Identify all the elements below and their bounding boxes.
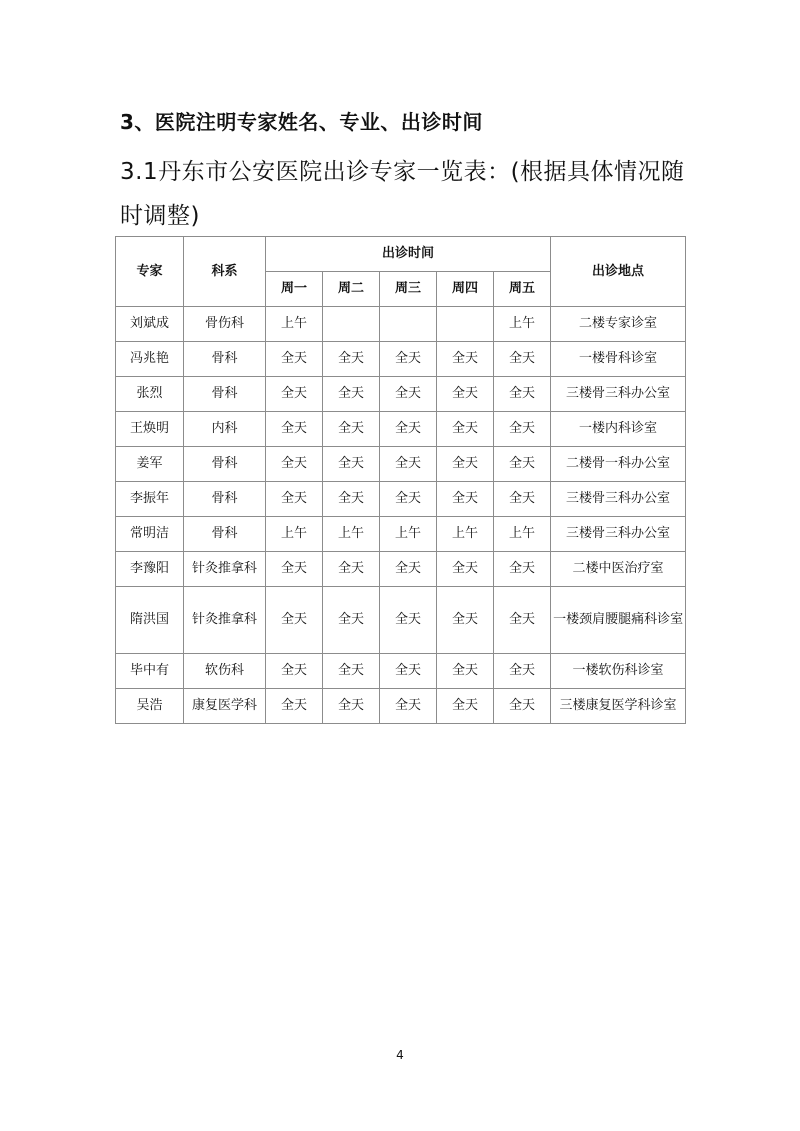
schedule-cell: 全天 [494,654,551,689]
schedule-cell [323,307,380,342]
schedule-cell: 全天 [437,447,494,482]
expert-department: 针灸推拿科 [184,552,266,587]
clinic-location: 三楼康复医学科诊室 [551,689,686,724]
schedule-cell: 全天 [494,689,551,724]
header-day-wed: 周三 [380,272,437,307]
schedule-cell: 上午 [266,307,323,342]
header-department: 科系 [184,237,266,307]
schedule-cell: 全天 [380,447,437,482]
table-row [116,412,686,447]
table-row [116,342,686,377]
expert-name: 吴浩 [116,689,184,724]
table-row [116,447,686,482]
schedule-cell: 上午 [380,517,437,552]
clinic-location: 三楼骨三科办公室 [551,482,686,517]
schedule-cell: 上午 [266,517,323,552]
table-row [116,689,686,724]
header-day-tue: 周二 [323,272,380,307]
schedule-cell: 全天 [437,482,494,517]
expert-name: 刘斌成 [116,307,184,342]
expert-department: 骨科 [184,447,266,482]
schedule-cell: 全天 [437,412,494,447]
schedule-cell: 全天 [266,689,323,724]
expert-department: 骨科 [184,517,266,552]
header-expert: 专家 [116,237,184,307]
expert-name: 张烈 [116,377,184,412]
clinic-location: 三楼骨三科办公室 [551,377,686,412]
schedule-cell [437,307,494,342]
header-schedule: 出诊时间 [266,237,551,272]
schedule-cell [380,307,437,342]
header-location: 出诊地点 [551,237,686,307]
schedule-cell: 全天 [323,654,380,689]
schedule-cell: 全天 [323,377,380,412]
expert-name: 隋洪国 [116,587,184,654]
expert-department: 内科 [184,412,266,447]
section-heading: 3、医院注明专家姓名、专业、出诊时间 [120,110,483,134]
schedule-cell: 全天 [380,587,437,654]
table-row [116,482,686,517]
schedule-cell: 全天 [380,654,437,689]
table-row [116,552,686,587]
clinic-location: 三楼骨三科办公室 [551,517,686,552]
expert-department: 骨科 [184,377,266,412]
schedule-cell: 全天 [494,482,551,517]
clinic-location: 一楼骨科诊室 [551,342,686,377]
schedule-cell: 全天 [494,342,551,377]
schedule-cell: 全天 [494,412,551,447]
schedule-cell: 全天 [266,587,323,654]
clinic-location: 一楼颈肩腰腿痛科诊室 [551,587,686,654]
schedule-cell: 全天 [437,654,494,689]
schedule-cell: 全天 [323,482,380,517]
header-day-thu: 周四 [437,272,494,307]
schedule-cell: 全天 [266,552,323,587]
header-day-mon: 周一 [266,272,323,307]
schedule-cell: 全天 [380,342,437,377]
schedule-cell: 全天 [380,412,437,447]
table-row [116,377,686,412]
schedule-cell: 上午 [437,517,494,552]
schedule-cell: 全天 [266,412,323,447]
schedule-cell: 上午 [494,307,551,342]
schedule-cell: 全天 [494,447,551,482]
schedule-cell: 全天 [437,587,494,654]
clinic-location: 二楼中医治疗室 [551,552,686,587]
expert-name: 李振年 [116,482,184,517]
header-day-fri: 周五 [494,272,551,307]
schedule-cell: 全天 [323,689,380,724]
schedule-cell: 全天 [494,377,551,412]
expert-name: 常明洁 [116,517,184,552]
table-row [116,307,686,342]
schedule-cell: 全天 [323,587,380,654]
schedule-cell: 全天 [323,447,380,482]
clinic-location: 一楼软伤科诊室 [551,654,686,689]
page-number: 4 [396,1048,404,1062]
expert-name: 李豫阳 [116,552,184,587]
expert-name: 冯兆艳 [116,342,184,377]
table-row [116,517,686,552]
expert-department: 骨科 [184,342,266,377]
expert-name: 姜军 [116,447,184,482]
schedule-cell: 全天 [266,447,323,482]
schedule-cell: 全天 [266,377,323,412]
schedule-cell: 全天 [380,552,437,587]
clinic-location: 一楼内科诊室 [551,412,686,447]
schedule-cell: 全天 [323,552,380,587]
schedule-cell: 上午 [323,517,380,552]
schedule-cell: 全天 [494,552,551,587]
schedule-cell: 全天 [323,342,380,377]
expert-department: 软伤科 [184,654,266,689]
expert-name: 毕中有 [116,654,184,689]
schedule-cell: 全天 [437,342,494,377]
expert-name: 王焕明 [116,412,184,447]
table-row [116,654,686,689]
clinic-location: 二楼骨一科办公室 [551,447,686,482]
expert-department: 康复医学科 [184,689,266,724]
schedule-cell: 全天 [494,587,551,654]
expert-department: 针灸推拿科 [184,587,266,654]
clinic-location: 二楼专家诊室 [551,307,686,342]
schedule-cell: 全天 [266,482,323,517]
table-row [116,587,686,654]
schedule-cell: 全天 [380,689,437,724]
schedule-cell: 全天 [380,377,437,412]
table-caption: 3.1丹东市公安医院出诊专家一览表：(根据具体情况随时调整) [120,159,685,229]
expert-department: 骨科 [184,482,266,517]
schedule-cell: 全天 [323,412,380,447]
schedule-cell: 全天 [380,482,437,517]
schedule-cell: 全天 [437,377,494,412]
schedule-cell: 全天 [266,342,323,377]
schedule-cell: 全天 [437,689,494,724]
schedule-cell: 上午 [494,517,551,552]
expert-department: 骨伤科 [184,307,266,342]
schedule-cell: 全天 [266,654,323,689]
expert-schedule-table [115,236,686,724]
schedule-cell: 全天 [437,552,494,587]
